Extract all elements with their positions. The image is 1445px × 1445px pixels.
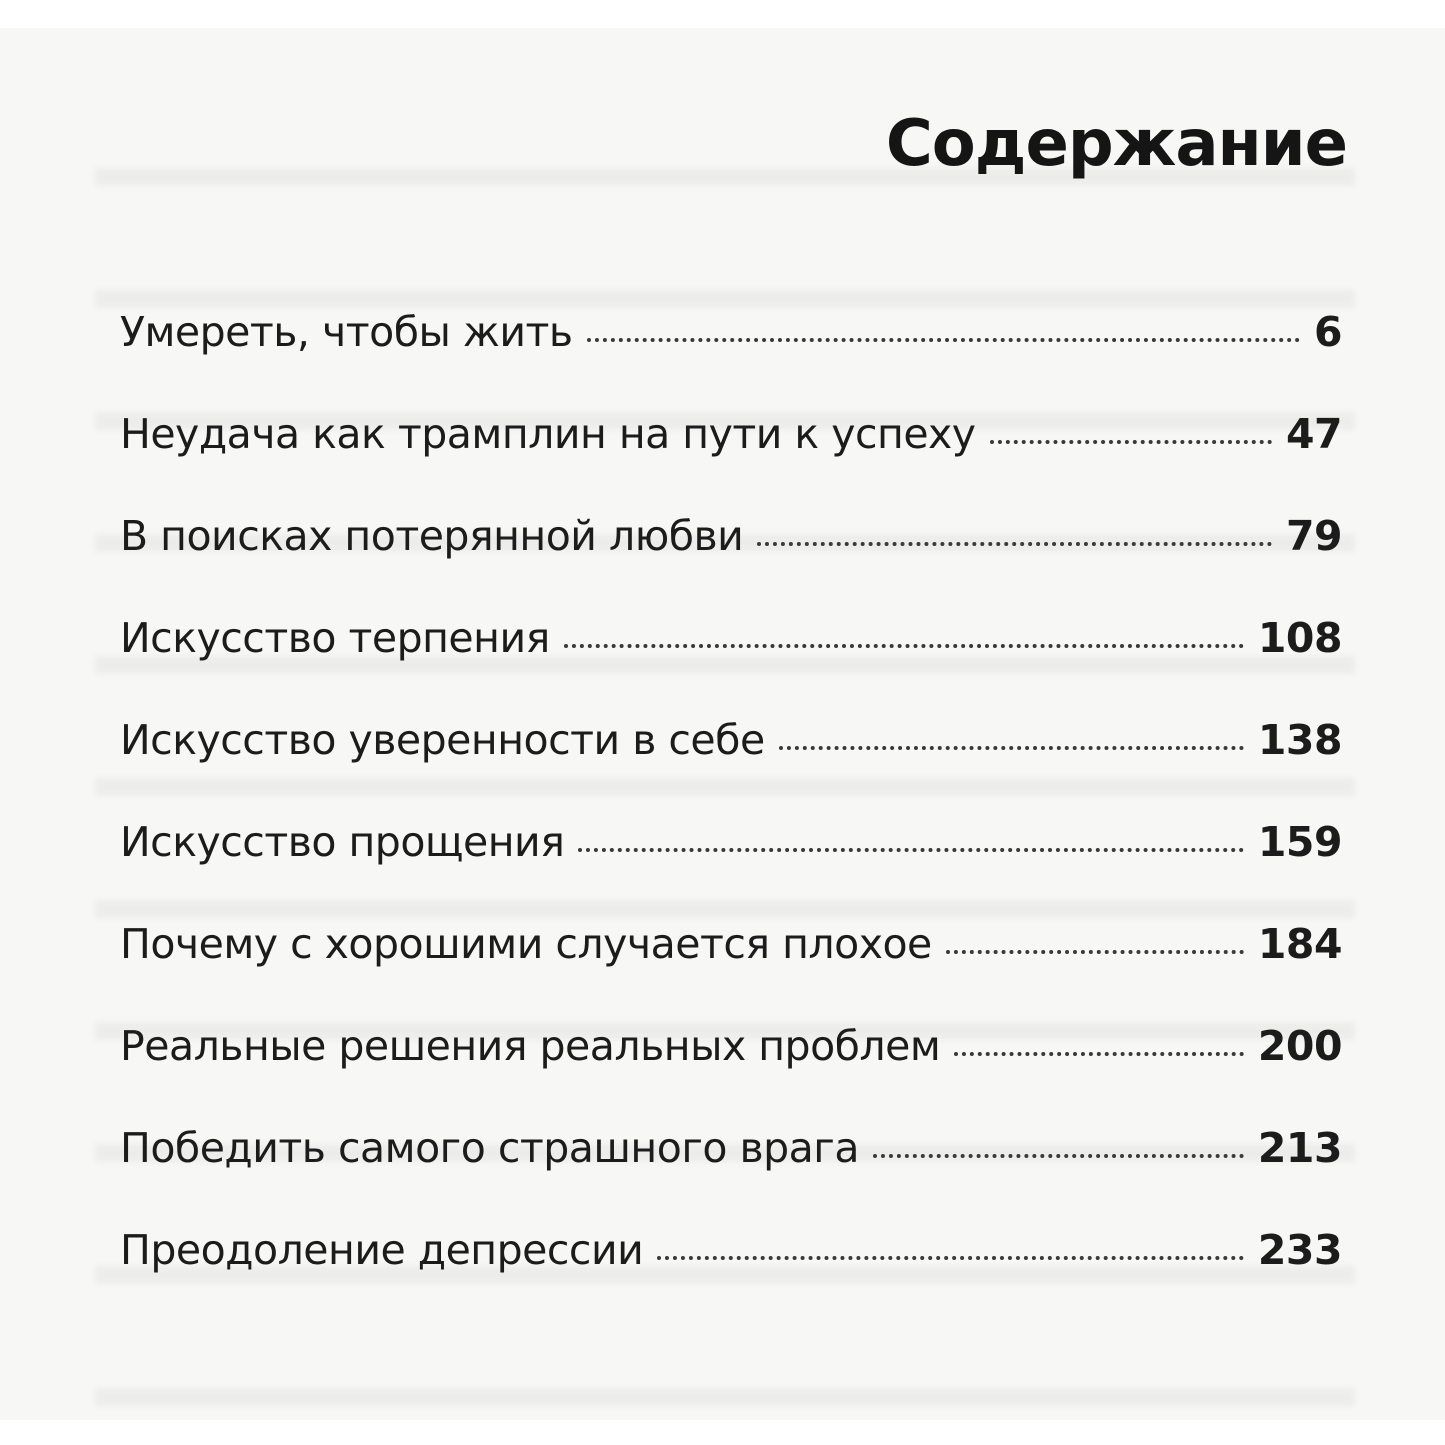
dot-leader	[757, 542, 1272, 546]
toc-entry-page: 200	[1257, 1022, 1342, 1070]
toc-entry-page: 138	[1257, 716, 1342, 764]
toc-entry-title: Неудача как трамплин на пути к успеху	[120, 410, 976, 458]
toc-entry[interactable]	[120, 1226, 1342, 1328]
dot-leader	[779, 746, 1244, 750]
toc-entry-page: 6	[1313, 308, 1342, 356]
toc-entry[interactable]	[120, 920, 1342, 1022]
toc-entry[interactable]	[120, 818, 1342, 920]
toc-entry[interactable]	[120, 716, 1342, 818]
toc-entry-title: Преодоление депрессии	[120, 1226, 644, 1274]
toc-entry-title: Искусство прощения	[120, 818, 565, 866]
toc-entry[interactable]	[120, 1022, 1342, 1124]
toc-entry[interactable]	[120, 614, 1342, 716]
book-page	[0, 28, 1445, 1420]
dot-leader	[946, 950, 1244, 954]
toc-entry-title: Искусство терпения	[120, 614, 550, 662]
dot-leader	[564, 644, 1244, 648]
dot-leader	[657, 1256, 1244, 1260]
toc-entry[interactable]	[120, 308, 1342, 410]
toc-entry[interactable]	[120, 410, 1342, 512]
dot-leader	[587, 338, 1300, 342]
toc-entry[interactable]	[120, 512, 1342, 614]
toc-entry-title: Искусство уверенности в себе	[120, 716, 765, 764]
table-of-contents	[120, 308, 1342, 1328]
dot-leader	[990, 440, 1272, 444]
toc-entry[interactable]	[120, 1124, 1342, 1226]
dot-leader	[954, 1052, 1244, 1056]
toc-entry-page: 159	[1257, 818, 1342, 866]
toc-entry-page: 108	[1257, 614, 1342, 662]
toc-entry-page: 47	[1285, 410, 1342, 458]
toc-entry-page: 184	[1257, 920, 1342, 968]
toc-entry-title: Почему с хорошими случается плохое	[120, 920, 932, 968]
toc-entry-page: 79	[1285, 512, 1342, 560]
dot-leader	[873, 1154, 1244, 1158]
toc-entry-page: 213	[1257, 1124, 1342, 1172]
page-title: Содержание	[885, 107, 1347, 181]
toc-entry-title: В поисках потерянной любви	[120, 512, 744, 560]
toc-entry-title: Реальные решения реальных проблем	[120, 1022, 941, 1070]
toc-entry-title: Умереть, чтобы жить	[120, 308, 573, 356]
dot-leader	[578, 848, 1244, 852]
toc-entry-title: Победить самого страшного врага	[120, 1124, 859, 1172]
toc-entry-page: 233	[1257, 1226, 1342, 1274]
